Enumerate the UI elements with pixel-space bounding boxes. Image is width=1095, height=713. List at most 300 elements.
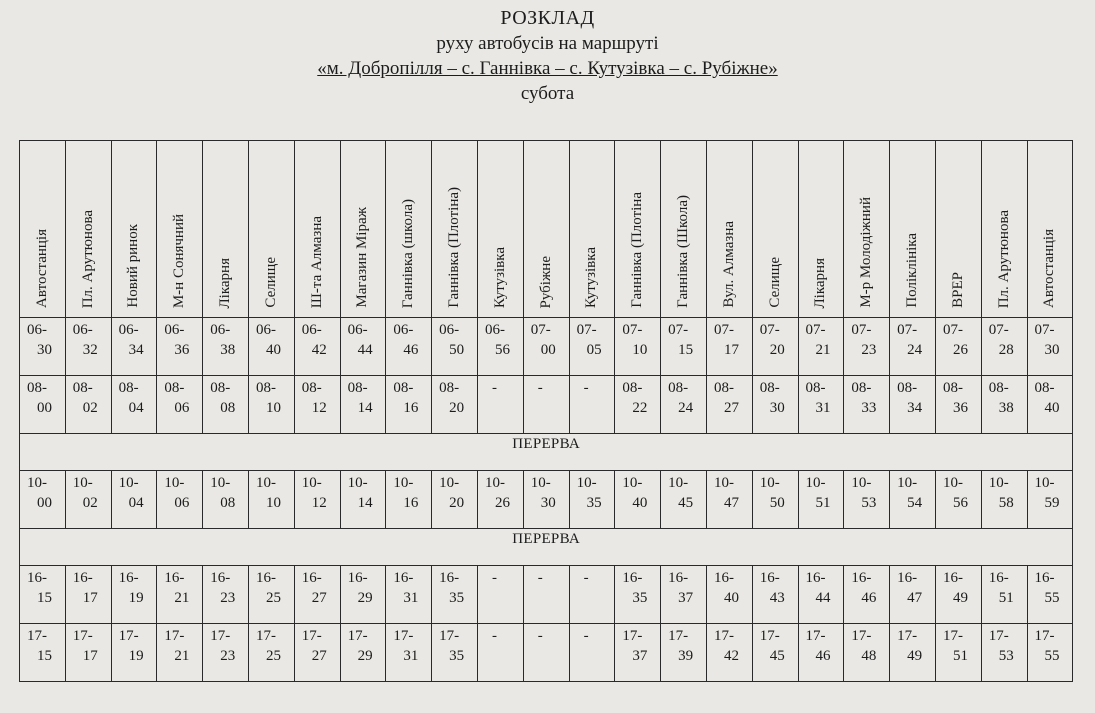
time-cell [294, 471, 340, 529]
time-hour: 16- [347, 570, 368, 586]
time-cell [111, 471, 157, 529]
time-cell [706, 624, 752, 682]
time-minute: 51 [952, 648, 968, 664]
time-cell [294, 376, 340, 434]
time-hour: 08- [118, 380, 139, 396]
stop-header-cell [432, 141, 478, 318]
time-minute: 34 [128, 342, 144, 358]
time-cell [203, 376, 249, 434]
stop-header-cell [752, 141, 798, 318]
time-hour: 16- [851, 570, 872, 586]
time-hour: 17- [164, 628, 185, 644]
stop-name: Ганнівка (Плотіна) [446, 187, 463, 308]
time-cell [706, 318, 752, 376]
time-hour: 17- [118, 628, 139, 644]
stop-name: Магазин Міраж [354, 207, 371, 308]
route-name: «м. Добропілля – с. Ганнівка – с. Кутузівка – с. Рубіжне» [317, 58, 778, 79]
time-hour: 10- [668, 475, 689, 491]
time-cell [248, 566, 294, 624]
time-cell [523, 471, 569, 529]
document-header [0, 6, 1095, 106]
time-minute: 17 [82, 590, 98, 606]
time-minute: 53 [998, 648, 1014, 664]
time-hour: 07- [942, 322, 963, 338]
time-minute: 12 [311, 495, 327, 511]
time-hour: 16- [393, 570, 414, 586]
time-hour: 16- [713, 570, 734, 586]
time-minute: 20 [449, 400, 465, 416]
time-minute: 02 [82, 400, 98, 416]
time-minute: 47 [723, 495, 739, 511]
stop-header-cell [798, 141, 844, 318]
stop-header-cell [340, 141, 386, 318]
time-hour: 07- [713, 322, 734, 338]
time-cell [386, 471, 432, 529]
time-hour: 17- [439, 628, 460, 644]
time-cell [798, 318, 844, 376]
time-cell [890, 471, 936, 529]
time-hour: 17- [713, 628, 734, 644]
time-cell [890, 376, 936, 434]
time-minute: 30 [37, 342, 52, 358]
time-minute: 16 [403, 495, 419, 511]
time-cell [844, 566, 890, 624]
time-minute: 30 [540, 495, 556, 511]
time-hour: 16- [118, 570, 139, 586]
stop-header-cell [248, 141, 294, 318]
time-hour: 16- [988, 570, 1009, 586]
time-minute: 45 [769, 648, 785, 664]
time-hour: 07- [622, 322, 643, 338]
time-cell [65, 376, 111, 434]
time-cell [523, 566, 569, 624]
time-cell [615, 318, 661, 376]
time-cell [248, 471, 294, 529]
time-minute: 45 [678, 495, 694, 511]
stop-name: Ш-та Алмазна [308, 215, 325, 308]
time-minute: 17 [723, 342, 739, 358]
stop-name: Лікарня [217, 257, 234, 308]
time-hour: 08- [1034, 380, 1055, 396]
time-hour: 10- [27, 475, 47, 491]
stop-name: Пл. Арутюнова [79, 209, 96, 308]
time-cell [798, 471, 844, 529]
time-minute: 06 [174, 495, 190, 511]
time-hour: 08- [301, 380, 322, 396]
stop-name: Вул. Алмазна [720, 221, 737, 308]
time-cell [1027, 624, 1073, 682]
time-hour: 16- [439, 570, 460, 586]
time-cell [386, 624, 432, 682]
time-hour: 06- [439, 322, 460, 338]
time-hour: 10- [301, 475, 322, 491]
time-minute: 00 [37, 400, 52, 416]
stop-header-cell [615, 141, 661, 318]
time-minute: 30 [1044, 342, 1060, 358]
time-hour: 08- [27, 380, 47, 396]
time-cell [20, 318, 66, 376]
stop-header-cell [935, 141, 981, 318]
time-cell [752, 318, 798, 376]
break-label: ПЕРЕРВА [20, 529, 1073, 566]
time-minute: 37 [678, 590, 694, 606]
stop-name: М-р Молодіжний [858, 197, 875, 308]
time-hour: 10- [347, 475, 368, 491]
time-minute: 54 [907, 495, 923, 511]
time-hour: 08- [164, 380, 185, 396]
trip-row [20, 376, 1073, 434]
time-cell [798, 376, 844, 434]
time-cell [981, 471, 1027, 529]
time-minute: 38 [220, 342, 236, 358]
time-minute: 12 [311, 400, 327, 416]
time-cell [844, 376, 890, 434]
time-hour: 17- [759, 628, 780, 644]
time-hour: 08- [897, 380, 918, 396]
time-minute: 48 [861, 648, 877, 664]
time-minute: 15 [37, 648, 52, 664]
time-hour: 10- [576, 475, 597, 491]
time-hour: 06- [72, 322, 93, 338]
time-cell [1027, 471, 1073, 529]
time-minute: 17 [82, 648, 98, 664]
time-minute: 36 [174, 342, 190, 358]
time-minute: 55 [1044, 648, 1060, 664]
time-cell [386, 318, 432, 376]
time-minute: 20 [769, 342, 785, 358]
document-title: РОЗКЛАД [500, 7, 595, 29]
time-cell [111, 624, 157, 682]
stop-header-cell [661, 141, 707, 318]
stop-name: Кутузівка [583, 246, 600, 308]
time-cell [157, 376, 203, 434]
stop-header-cell [706, 141, 752, 318]
time-minute: 37 [632, 648, 648, 664]
time-hour: 06- [118, 322, 139, 338]
time-hour: 06- [301, 322, 322, 338]
stop-header-cell [890, 141, 936, 318]
time-cell [844, 624, 890, 682]
time-minute: 08 [220, 495, 236, 511]
no-stop-dash: - [537, 628, 543, 644]
time-cell [981, 318, 1027, 376]
stop-header-cell [569, 141, 615, 318]
time-cell [20, 566, 66, 624]
time-cell [20, 376, 66, 434]
time-hour: 17- [347, 628, 368, 644]
stop-name: М-н Сонячний [171, 213, 188, 308]
time-minute: 10 [265, 495, 281, 511]
time-minute: 00 [540, 342, 556, 358]
time-minute: 05 [586, 342, 602, 358]
time-hour: 16- [301, 570, 322, 586]
time-cell [248, 318, 294, 376]
stop-header-cell [981, 141, 1027, 318]
no-stop-dash: - [537, 570, 543, 586]
time-cell [203, 624, 249, 682]
stop-name: Ганнівка (школа) [400, 198, 417, 308]
time-hour: 16- [622, 570, 643, 586]
time-minute: 33 [861, 400, 877, 416]
time-hour: 08- [713, 380, 734, 396]
trip-row [20, 566, 1073, 624]
time-cell [477, 566, 523, 624]
time-cell [432, 376, 478, 434]
time-cell [432, 471, 478, 529]
trip-row [20, 318, 1073, 376]
time-minute: 14 [357, 495, 373, 511]
time-minute: 47 [907, 590, 923, 606]
time-minute: 19 [128, 648, 144, 664]
no-stop-dash: - [583, 380, 589, 396]
time-hour: 08- [210, 380, 231, 396]
time-minute: 44 [357, 342, 373, 358]
time-hour: 16- [668, 570, 689, 586]
time-hour: 10- [759, 475, 780, 491]
time-cell [615, 624, 661, 682]
time-cell [569, 318, 615, 376]
time-cell [157, 318, 203, 376]
time-minute: 38 [998, 400, 1014, 416]
time-hour: 17- [393, 628, 414, 644]
document-subtitle: руху автобусів на маршруті [436, 33, 659, 54]
time-cell [477, 318, 523, 376]
time-hour: 10- [622, 475, 643, 491]
time-cell [569, 624, 615, 682]
time-minute: 00 [37, 495, 52, 511]
time-minute: 27 [311, 648, 327, 664]
time-hour: 10- [942, 475, 963, 491]
time-minute: 55 [1044, 590, 1060, 606]
time-cell [157, 471, 203, 529]
time-cell [706, 566, 752, 624]
time-minute: 22 [632, 400, 648, 416]
stop-name: Пл. Арутюнова [995, 209, 1012, 308]
time-hour: 17- [255, 628, 276, 644]
time-hour: 16- [897, 570, 918, 586]
time-hour: 10- [851, 475, 872, 491]
time-cell [935, 624, 981, 682]
time-hour: 17- [1034, 628, 1055, 644]
time-cell [1027, 376, 1073, 434]
time-hour: 07- [897, 322, 918, 338]
time-cell [111, 318, 157, 376]
stop-header-cell [1027, 141, 1073, 318]
time-minute: 16 [403, 400, 419, 416]
time-hour: 10- [164, 475, 185, 491]
time-cell [477, 376, 523, 434]
time-hour: 10- [805, 475, 826, 491]
time-minute: 23 [861, 342, 877, 358]
time-cell [661, 471, 707, 529]
stop-name: Селище [262, 257, 279, 308]
break-row [20, 434, 1073, 471]
time-minute: 14 [357, 400, 373, 416]
time-hour: 17- [668, 628, 689, 644]
time-cell [752, 566, 798, 624]
time-cell [111, 566, 157, 624]
stop-header-cell [386, 141, 432, 318]
time-cell [890, 624, 936, 682]
time-hour: 16- [255, 570, 276, 586]
time-minute: 26 [494, 495, 510, 511]
no-stop-dash: - [491, 628, 497, 644]
time-hour: 07- [759, 322, 780, 338]
stop-name: Автостанція [33, 229, 50, 308]
time-minute: 31 [815, 400, 831, 416]
stop-name: Рубіжне [537, 255, 554, 308]
time-hour: 10- [484, 475, 505, 491]
time-hour: 08- [942, 380, 963, 396]
time-minute: 30 [769, 400, 785, 416]
time-cell [294, 318, 340, 376]
time-minute: 27 [311, 590, 327, 606]
time-cell [569, 471, 615, 529]
time-minute: 10 [632, 342, 648, 358]
time-minute: 56 [494, 342, 510, 358]
time-minute: 25 [265, 590, 281, 606]
time-cell [981, 376, 1027, 434]
time-cell [248, 376, 294, 434]
time-cell [523, 376, 569, 434]
stop-name: Ганнівка (Плотіна [629, 192, 646, 308]
time-hour: 06- [347, 322, 368, 338]
time-minute: 42 [723, 648, 739, 664]
time-hour: 16- [942, 570, 963, 586]
time-minute: 28 [998, 342, 1014, 358]
time-cell [432, 318, 478, 376]
time-minute: 29 [357, 648, 373, 664]
time-hour: 08- [851, 380, 872, 396]
time-minute: 35 [586, 495, 602, 511]
time-cell [432, 566, 478, 624]
time-minute: 40 [265, 342, 281, 358]
time-cell [890, 318, 936, 376]
time-minute: 02 [82, 495, 98, 511]
time-cell [615, 566, 661, 624]
time-minute: 50 [449, 342, 465, 358]
time-cell [386, 566, 432, 624]
time-hour: 08- [439, 380, 460, 396]
time-hour: 16- [210, 570, 231, 586]
time-minute: 23 [220, 590, 236, 606]
time-hour: 06- [255, 322, 276, 338]
time-hour: 07- [576, 322, 597, 338]
time-minute: 51 [998, 590, 1014, 606]
time-minute: 34 [907, 400, 923, 416]
time-hour: 16- [27, 570, 47, 586]
time-cell [248, 624, 294, 682]
time-minute: 58 [998, 495, 1014, 511]
time-cell [340, 376, 386, 434]
schedule-table [19, 140, 1073, 682]
time-minute: 27 [723, 400, 739, 416]
time-minute: 29 [357, 590, 373, 606]
time-hour: 07- [530, 322, 551, 338]
time-cell [1027, 566, 1073, 624]
time-hour: 07- [805, 322, 826, 338]
time-cell [935, 318, 981, 376]
time-cell [661, 376, 707, 434]
time-cell [20, 471, 66, 529]
time-cell [294, 624, 340, 682]
time-minute: 56 [952, 495, 968, 511]
time-minute: 26 [952, 342, 968, 358]
time-minute: 49 [952, 590, 968, 606]
time-cell [935, 471, 981, 529]
time-hour: 16- [805, 570, 826, 586]
stop-header-cell [157, 141, 203, 318]
time-minute: 44 [815, 590, 831, 606]
time-cell [844, 318, 890, 376]
stop-header-cell [111, 141, 157, 318]
time-minute: 19 [128, 590, 144, 606]
time-hour: 08- [393, 380, 414, 396]
time-hour: 08- [988, 380, 1009, 396]
time-hour: 10- [255, 475, 276, 491]
time-cell [340, 624, 386, 682]
time-cell [477, 624, 523, 682]
time-minute: 36 [952, 400, 968, 416]
time-minute: 35 [632, 590, 648, 606]
time-cell [111, 376, 157, 434]
stop-name: Автостанція [1041, 229, 1058, 308]
no-stop-dash: - [491, 570, 497, 586]
time-hour: 08- [72, 380, 93, 396]
time-cell [65, 471, 111, 529]
time-minute: 35 [449, 590, 465, 606]
time-cell [844, 471, 890, 529]
time-cell [615, 471, 661, 529]
time-minute: 50 [769, 495, 785, 511]
time-cell [981, 624, 1027, 682]
time-hour: 10- [713, 475, 734, 491]
time-minute: 04 [128, 400, 144, 416]
time-minute: 49 [907, 648, 923, 664]
time-cell [1027, 318, 1073, 376]
time-hour: 10- [439, 475, 460, 491]
time-cell [615, 376, 661, 434]
time-hour: 17- [622, 628, 643, 644]
time-hour: 07- [1034, 322, 1055, 338]
time-minute: 21 [174, 590, 190, 606]
time-cell [661, 624, 707, 682]
time-hour: 08- [622, 380, 643, 396]
time-cell [65, 318, 111, 376]
time-hour: 17- [897, 628, 918, 644]
time-cell [523, 624, 569, 682]
time-minute: 20 [449, 495, 465, 511]
time-hour: 10- [393, 475, 414, 491]
time-cell [706, 376, 752, 434]
time-minute: 43 [769, 590, 785, 606]
time-cell [65, 624, 111, 682]
time-minute: 08 [220, 400, 236, 416]
time-cell [935, 376, 981, 434]
time-minute: 06 [174, 400, 190, 416]
time-cell [523, 318, 569, 376]
time-minute: 46 [815, 648, 831, 664]
time-cell [340, 318, 386, 376]
time-hour: 16- [1034, 570, 1055, 586]
time-minute: 40 [632, 495, 648, 511]
stop-header-cell [203, 141, 249, 318]
time-hour: 06- [393, 322, 414, 338]
time-hour: 06- [210, 322, 231, 338]
time-cell [203, 471, 249, 529]
time-cell [661, 566, 707, 624]
time-hour: 17- [301, 628, 322, 644]
